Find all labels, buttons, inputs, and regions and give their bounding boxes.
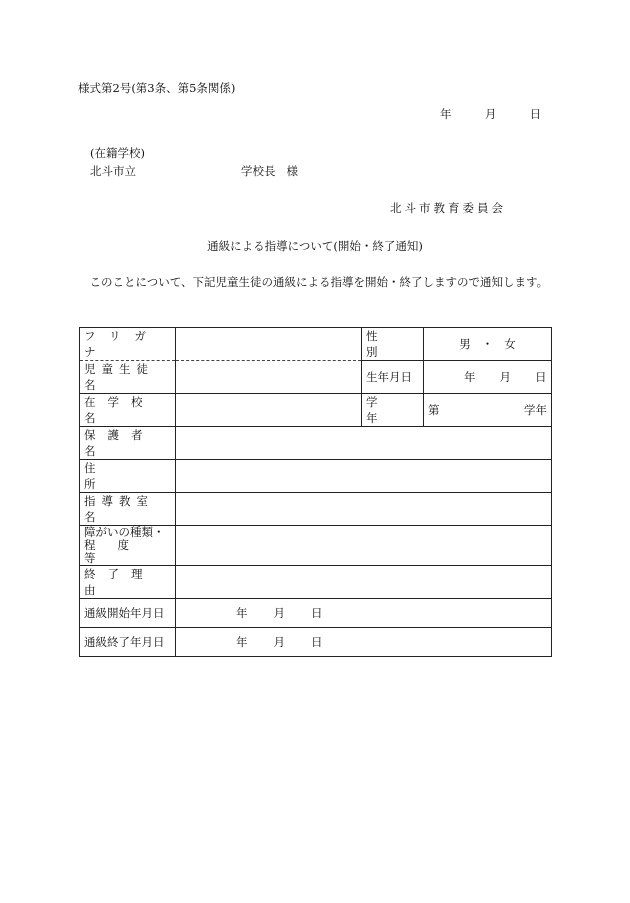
date-year: 年 (440, 107, 452, 121)
school-prefix: 北斗市立 (90, 164, 136, 178)
start-date-label (80, 599, 176, 628)
birthdate-text: 生年月日 (366, 370, 412, 384)
furigana-label (80, 328, 176, 361)
student-name-text: 児童生徒名 (84, 362, 154, 392)
birthdate-label (362, 361, 424, 394)
gender-male[interactable]: 男 (459, 337, 471, 351)
end-reason-text: 終了理由 (84, 567, 155, 597)
end-reason-field[interactable] (176, 566, 552, 599)
end-reason-label (80, 566, 176, 599)
disability-line-1: 障がいの種類・ (84, 525, 165, 539)
address-field[interactable] (176, 460, 552, 493)
grade-label-text: 学年 (366, 395, 400, 425)
birthdate-field[interactable] (424, 361, 552, 394)
guardian-field[interactable] (176, 427, 552, 460)
gender-field[interactable] (424, 328, 552, 361)
principal-title: 学校長 (241, 164, 276, 178)
disability-field[interactable] (176, 526, 552, 566)
grade-label (362, 394, 424, 427)
address-text: 住所 (84, 461, 154, 491)
end-date-label (80, 628, 176, 657)
gender-label-text: 性別 (366, 329, 400, 359)
gender-label (362, 328, 424, 361)
grade-prefix: 第 (428, 403, 440, 417)
document-title: 通級による指導について(開始・終了通知) (207, 239, 423, 253)
school-name-text: 在学校名 (84, 395, 155, 425)
classroom-text: 指導教室名 (84, 494, 154, 524)
addressee-line (90, 163, 298, 179)
date-month: 月 (484, 107, 497, 121)
grade-suffix: 学年 (524, 403, 547, 417)
furigana-text: フリガナ (84, 329, 160, 359)
classroom-field[interactable] (176, 493, 552, 526)
classroom-label (80, 493, 176, 526)
start-day: 日 (311, 606, 323, 620)
body-text: このことについて、下記児童生徒の通級による指導を開始・終了しますので通知します。 (89, 275, 549, 289)
furigana-field[interactable] (176, 328, 362, 361)
end-month: 月 (273, 635, 285, 649)
guardian-label (80, 427, 176, 460)
end-date-field[interactable] (176, 628, 552, 657)
guardian-text: 保護者名 (84, 428, 155, 458)
form-number: 様式第2号(第3条、第5条関係) (78, 81, 236, 95)
student-name-field[interactable] (176, 361, 362, 394)
end-date-text: 通級終了年月日 (84, 635, 165, 649)
gender-female[interactable]: 女 (504, 337, 516, 351)
school-label: (在籍学校) (90, 146, 145, 160)
start-date-text: 通級開始年月日 (84, 606, 165, 620)
date-day: 日 (529, 107, 542, 121)
student-name-label (80, 361, 176, 394)
start-year: 年 (236, 606, 248, 620)
birth-month: 月 (499, 370, 511, 384)
gender-separator: ・ (481, 337, 494, 351)
address-label (80, 460, 176, 493)
school-name-field[interactable] (176, 394, 362, 427)
grade-field[interactable] (424, 394, 552, 427)
end-day: 日 (311, 635, 323, 649)
issuer-name: 北斗市教育委員会 (390, 201, 506, 215)
date-line (440, 106, 541, 122)
school-name-label (80, 394, 176, 427)
honorific: 様 (286, 164, 298, 178)
end-year: 年 (236, 635, 248, 649)
birth-day: 日 (535, 370, 547, 384)
start-month: 月 (273, 606, 285, 620)
disability-line-2: 程度等 (84, 538, 151, 565)
disability-label (80, 526, 176, 566)
start-date-field[interactable] (176, 599, 552, 628)
student-info-table (79, 327, 552, 657)
birth-year: 年 (464, 370, 476, 384)
